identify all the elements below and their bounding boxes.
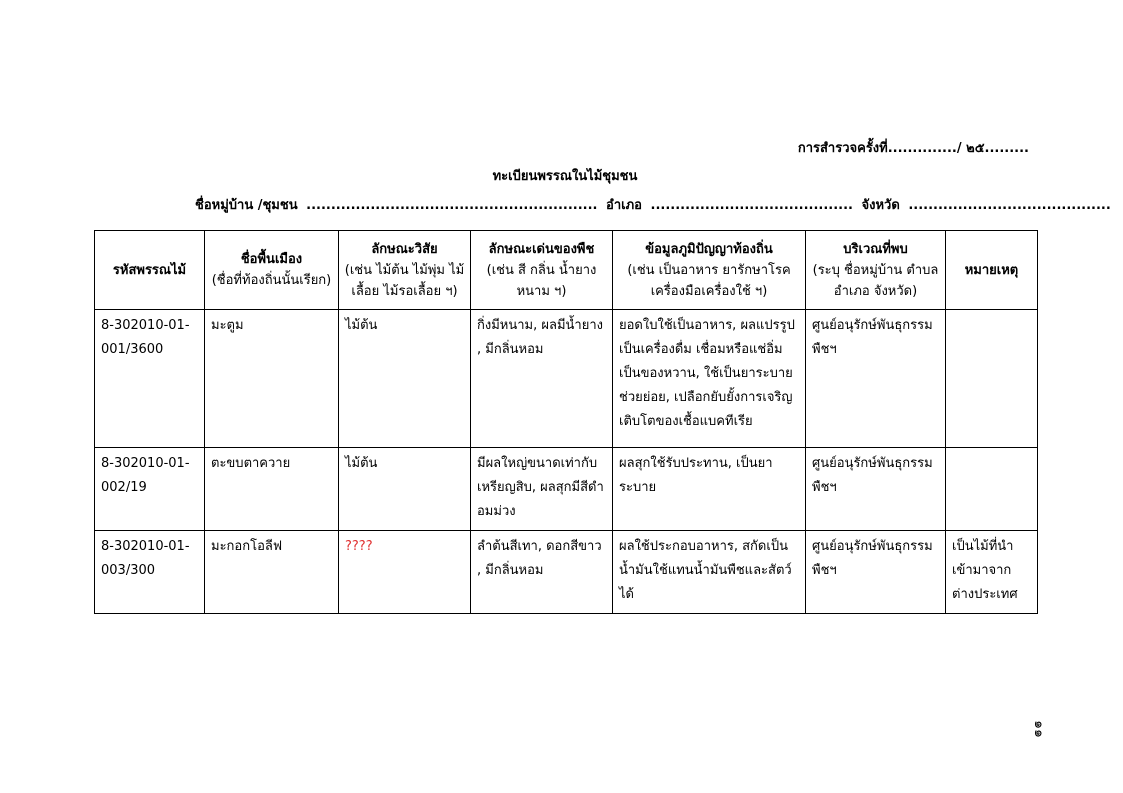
plant-register-table [94, 230, 1038, 614]
village-blank: ........................................................... [306, 198, 598, 213]
header-found-location [806, 231, 946, 310]
header-sub: (เช่น สี กลิ่น น้ำยาง หนาม ฯ) [486, 262, 597, 299]
header-note [946, 231, 1038, 310]
table-row [95, 531, 1038, 614]
table-header-row [95, 231, 1038, 310]
cell-local-wisdom: ผลใช้ประกอบอาหาร, สกัดเป็นน้ำมันใช้แทนน้ำมันพืชและสัตว์ได้ [613, 531, 806, 614]
page-number: ๑๑ [1030, 720, 1047, 738]
cell-local-wisdom: ยอดใบใช้เป็นอาหาร, ผลแปรรูปเป็นเครื่องดื่ม เชื่อมหรือแช่อิ่มเป็นของหวาน, ใช้เป็นยาระบายช่วยย่อย, เปลือกยับยั้งการเจริญเติบโตของเชื้อแบคทีเรีย [613, 310, 806, 448]
cell-local-name: มะตูม [205, 310, 339, 448]
cell-local-wisdom: ผลสุกใช้รับประทาน, เป็นยาระบาย [613, 448, 806, 531]
cell-local-name: ตะขบตาควาย [205, 448, 339, 531]
cell-local-name: มะกอกโอลีฟ [205, 531, 339, 614]
header-main: รหัสพรรณไม้ [112, 262, 187, 278]
header-main: บริเวณที่พบ [843, 241, 908, 257]
document-title: ทะเบียนพรรณในไม้ชุมชน [492, 169, 638, 184]
header-main: ชื่อพื้นเมือง [240, 252, 303, 267]
province-blank: ......................................... [908, 198, 1111, 213]
cell-plant-code: 8-302010-01-002/19 [95, 448, 205, 531]
table-row [95, 448, 1038, 531]
cell-features: มีผลใหญ่ขนาดเท่ากับเหรียญสิบ, ผลสุกมีสีดำอมม่วง [471, 448, 613, 531]
header-sub: (เช่น เป็นอาหาร ยารักษาโรค เครื่องมือเครื่องใช้ ฯ) [627, 262, 791, 299]
header-sub: (ระบุ ชื่อหมู่บ้าน ตำบล อำเภอ จังหวัด) [812, 262, 939, 299]
cell-found-location: ศูนย์อนุรักษ์พันธุกรรมพืชฯ [806, 531, 946, 614]
cell-note [946, 448, 1038, 531]
header-local-name [205, 231, 339, 310]
cell-features: ลำต้นสีเทา, ดอกสีขาว , มีกลิ่นหอม [471, 531, 613, 614]
village-label: ชื่อหมู่บ้าน /ชุมชน [195, 198, 298, 213]
district-label: อำเภอ [606, 198, 642, 213]
district-blank: ......................................... [650, 198, 853, 213]
location-line [195, 194, 1115, 215]
cell-found-location: ศูนย์อนุรักษ์พันธุกรรมพืชฯ [806, 310, 946, 448]
cell-habit-missing: ???? [339, 531, 471, 614]
header-sub: (เช่น ไม้ต้น ไม้พุ่ม ไม้เลื้อย ไม้รอเลื้อย ฯ) [344, 262, 465, 299]
cell-features: กิ่งมีหนาม, ผลมีน้ำยาง , มีกลิ่นหอม [471, 310, 613, 448]
header-local-wisdom [613, 231, 806, 310]
header-main: ข้อมูลภูมิปัญญาท้องถิ่น [645, 241, 773, 257]
header-plant-code [95, 231, 205, 310]
province-label: จังหวัด [861, 198, 900, 213]
cell-found-location: ศูนย์อนุรักษ์พันธุกรรมพืชฯ [806, 448, 946, 531]
header-sub: (ชื่อที่ท้องถิ่นนั้นเรียก) [211, 273, 332, 288]
cell-note: เป็นไม้ที่นำเข้ามาจากต่างประเทศ [946, 531, 1038, 614]
table-row [95, 310, 1038, 448]
survey-number-line: การสำรวจครั้งที่............../ ๒๕......... [797, 141, 1029, 156]
cell-habit: ไม้ต้น [339, 310, 471, 448]
header-main: ลักษณะเด่นของพืช [488, 241, 595, 257]
header-habit [339, 231, 471, 310]
cell-note [946, 310, 1038, 448]
cell-plant-code: 8-302010-01-001/3600 [95, 310, 205, 448]
cell-plant-code: 8-302010-01-003/300 [95, 531, 205, 614]
header-main: หมายเหตุ [964, 262, 1019, 278]
header-features [471, 231, 613, 310]
header-main: ลักษณะวิสัย [371, 241, 438, 257]
cell-habit: ไม้ต้น [339, 448, 471, 531]
